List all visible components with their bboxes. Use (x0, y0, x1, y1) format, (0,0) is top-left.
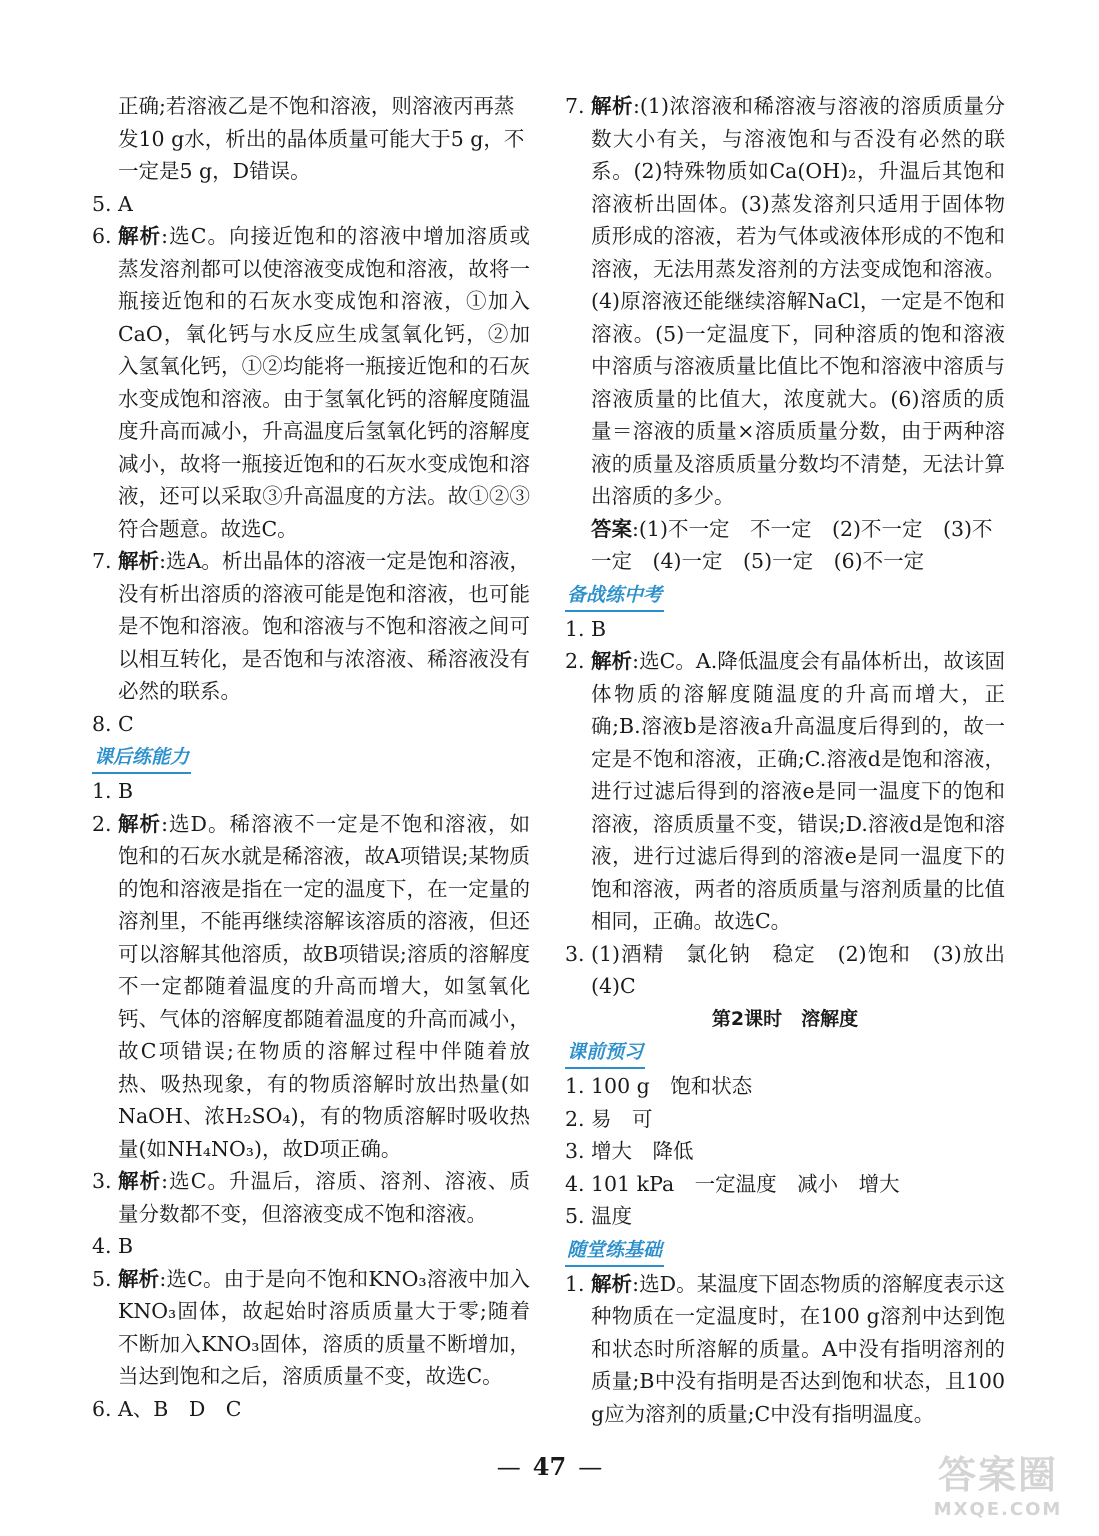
answer-item: 5. A (92, 191, 133, 216)
answer-summary: 答案:(1)不一定 不一定 (2)不一定 (3)不一定 (4)一定 (5)一定 (6)不一定 (591, 516, 993, 573)
answer-item: 7. 解析:(1)浓溶液和稀溶液与溶液的溶质质量分数大小有关，与溶液饱和与否没有必然的联系。(2)特殊物质如Ca(OH)₂，升温后其饱和溶液析出固体。(3)蒸发溶剂只适用于固体物质形成的溶液，若为气体或液体形成的不饱和溶液，无法用蒸发溶剂的方法变成饱和溶液。(4)原溶液还能继续溶解NaCl，一定是不饱和溶液。(5)一定温度下，同种溶质的饱和溶液中溶质与溶液质量比值比不饱和溶液中溶质与溶液质量的比值大，浓度就大。(6)溶质的质量＝溶液的质量×溶质质量分数，由于两种溶液的质量及溶质质量分数均不清楚，无法计算出溶质的多少。 (565, 94, 1006, 508)
answer-item: 1. 100 g 饱和状态 (565, 1074, 753, 1098)
page-number-value: 47 (532, 1452, 567, 1481)
answer-item: 5. 解析:选C。由于是向不饱和KNO₃溶液中加入KNO₃固体，故起始时溶质质量大于零;随着不断加入KNO₃固体，溶质的质量不断增加，当达到饱和之后，溶质质量不变，故选C。 (92, 1266, 531, 1388)
answer-item: 2. 解析:选C。A.降低温度会有晶体析出，故该固体物质的溶解度随温度的升高而增大，正确;B.溶液b是溶液a升高温度后得到的，故一定是不饱和溶液，正确;C.溶液d是饱和溶液，进行过滤后得到的溶液e是同一温度下的饱和溶液，溶质质量不变，错误;D.溶液d是饱和溶液，进行过滤后得到的溶液e是同一温度下的饱和溶液，两者的溶质质量与溶剂质量的比值相同，正确。故选C。 (565, 649, 1005, 933)
continued-paragraph: 正确;若溶液乙是不饱和溶液，则溶液丙再蒸发10 g水，析出的晶体质量可能大于5 g，不一定是5 g，D错误。 (118, 94, 525, 183)
answer-item: 5. 温度 (565, 1204, 632, 1228)
right-column (565, 90, 1026, 1430)
answer-item: 1. 解析:选D。某温度下固态物质的溶解度表示这种物质在一定温度时，在100 g溶剂中达到饱和状态时所溶解的质量。A中没有指明溶剂的质量;B中没有指明是否达到饱和状态，且100 g应为溶剂的质量;C中没有指明温度。 (565, 1271, 1006, 1426)
answer-item: 1. B (565, 616, 607, 641)
answer-item: 4. B (92, 1234, 134, 1258)
watermark-url: MXQE.COM (933, 1499, 1063, 1520)
answer-item: 3. 解析:选C。升温后，溶质、溶剂、溶液、质量分数都不变，但溶液变成不饱和溶液。 (92, 1169, 531, 1226)
left-column (92, 90, 530, 1425)
answer-item: 4. 101 kPa 一定温度 减小 增大 (565, 1171, 900, 1196)
section-heading: 课后练能力 (92, 742, 191, 774)
answer-item: 1. B (92, 779, 134, 803)
answer-item: 2. 解析:选D。稀溶液不一定是不饱和溶液，如饱和的石灰水就是稀溶液，故A项错误;某物质的饱和溶液是指在一定的温度下，在一定量的溶剂里，不能再继续溶解该溶质的溶液，但还可以溶解其他溶质，故B项错误;溶质的溶解度不一定都随着温度的升高而增大，如氢氧化钙、气体的溶解度都随着温度的升高而减小，故C项错误;在物质的溶解过程中伴随着放热、吸热现象，有的物质溶解时放出热量(如NaOH、浓H₂SO₄)，有的物质溶解时吸收热量(如NH₄NO₃)，故D项正确。 (92, 811, 531, 1161)
answer-item: 2. 易 可 (565, 1106, 653, 1131)
answer-item: 7. 解析:选A。析出晶体的溶液一定是饱和溶液，没有析出溶质的溶液可能是饱和溶液，也可能是不饱和溶液。饱和溶液与不饱和溶液之间可以相互转化，是否饱和与浓溶液、稀溶液没有必然的联系。 (92, 549, 530, 703)
answer-item: 8. C (92, 711, 134, 736)
page-number-dash: — (496, 1453, 521, 1481)
answer-item: 3. (1)酒精 氯化钠 稳定 (2)饱和 (3)放出 (4)C (565, 941, 1026, 998)
lesson-title: 第2课时 溶解度 (711, 1007, 859, 1030)
page-number-dash: — (578, 1453, 603, 1481)
answer-item: 3. 增大 降低 (565, 1139, 694, 1163)
watermark-text: 答案圈 (937, 1453, 1058, 1497)
answer-item: 6. 解析:选C。向接近饱和的溶液中增加溶质或蒸发溶剂都可以使溶液变成饱和溶液，故将一瓶接近饱和的石灰水变成饱和溶液，①加入CaO，氧化钙与水反应生成氢氧化钙，②加入氢氧化钙，①②均能将一瓶接近饱和的石灰水变成饱和溶液。由于氢氧化钙的溶解度随温度升高而减小，升高温度后氢氧化钙的溶解度减小，故将一瓶接近饱和的石灰水变成饱和溶液，还可以采取③升高温度的方法。故①②③符合题意。故选C。 (92, 224, 531, 541)
section-heading: 备战练中考 (565, 580, 664, 612)
section-heading: 课前预习 (565, 1037, 645, 1069)
answer-item: 6. A、B D C (92, 1396, 242, 1421)
watermark-logo (913, 1444, 1083, 1522)
section-heading: 随堂练基础 (565, 1235, 664, 1267)
